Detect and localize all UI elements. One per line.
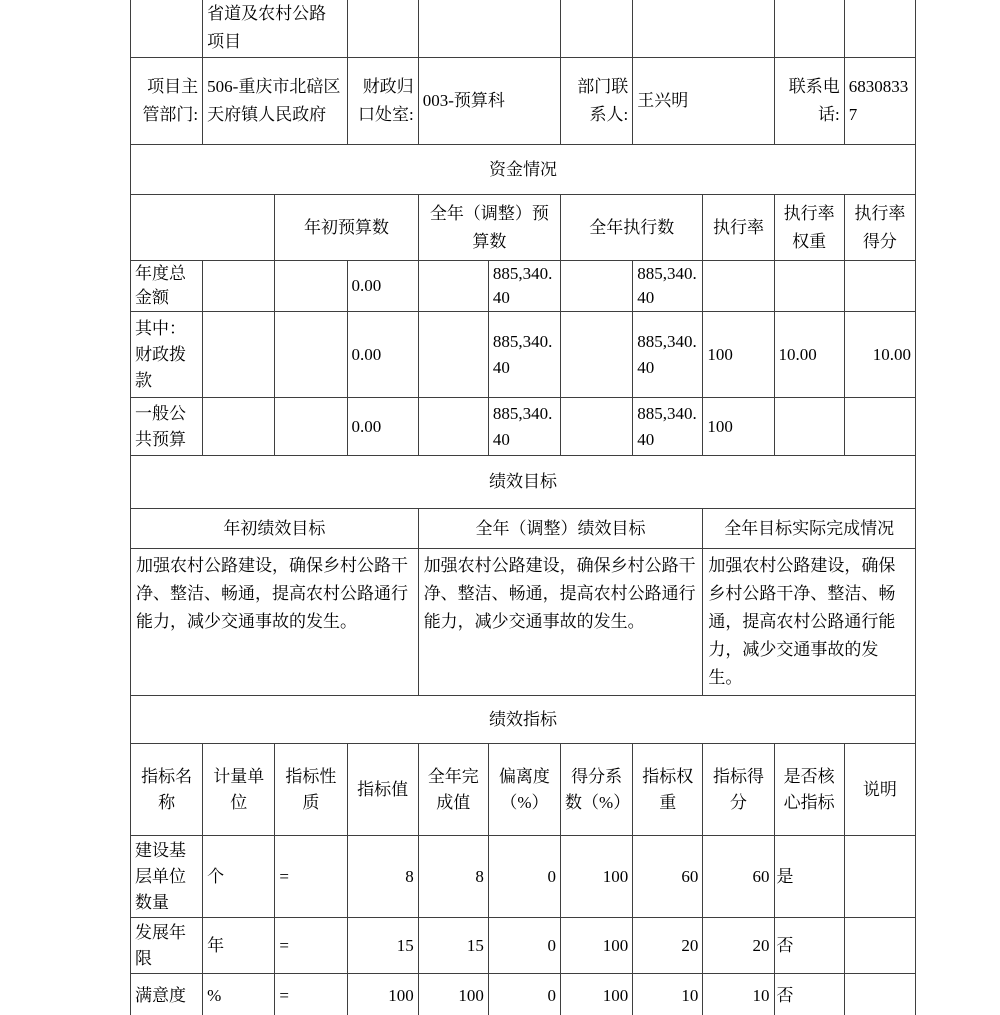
empty-cell	[844, 0, 915, 58]
phone-label: 联系电话:	[774, 58, 844, 145]
empty-cell	[561, 0, 633, 58]
empty-cell	[561, 261, 633, 312]
indicator-header-is-core: 是否核心指标	[774, 744, 844, 836]
indicator-nature: =	[275, 918, 347, 974]
empty-cell	[418, 398, 488, 456]
empty-cell	[203, 261, 275, 312]
indicator-name: 满意度	[131, 974, 203, 1015]
indicator-note	[844, 974, 915, 1015]
empty-cell	[561, 398, 633, 456]
funds-header-initial-budget: 年初预算数	[275, 195, 418, 261]
empty-cell	[131, 0, 203, 58]
funds-header-adjusted-budget: 全年（调整）预算数	[418, 195, 560, 261]
funds-initial-budget: 0.00	[347, 312, 418, 398]
performance-evaluation-table	[130, 0, 916, 1015]
indicator-deviation: 0	[488, 974, 560, 1015]
funds-executed: 885,340.40	[633, 398, 703, 456]
funds-executed: 885,340.40	[633, 312, 703, 398]
goal-actual-text: 加强农村公路建设，确保乡村公路干净、整洁、畅通，提高农村公路通行能力，减少交通事故的发生。	[703, 549, 916, 696]
contact-value: 王兴明	[633, 58, 774, 145]
empty-cell	[418, 261, 488, 312]
indicator-header-nature: 指标性质	[275, 744, 347, 836]
indicator-completed: 100	[418, 974, 488, 1015]
funds-header-blank	[131, 195, 275, 261]
funds-executed: 885,340.40	[633, 261, 703, 312]
indicator-header-score: 指标得分	[703, 744, 774, 836]
indicator-score: 60	[703, 836, 774, 918]
indicator-completed: 8	[418, 836, 488, 918]
goal-initial-text: 加强农村公路建设，确保乡村公路干净、整洁、畅通，提高农村公路通行能力，减少交通事故的发生。	[131, 549, 419, 696]
indicator-header-weight: 指标权重	[633, 744, 703, 836]
goal-adjusted-text: 加强农村公路建设，确保乡村公路干净、整洁、畅通，提高农村公路通行能力，减少交通事故的发生。	[418, 549, 703, 696]
goals-header-adjusted: 全年（调整）绩效目标	[418, 509, 703, 549]
office-label: 财政归口处室:	[347, 58, 418, 145]
indicator-is-core: 否	[774, 974, 844, 1015]
indicator-header-completed: 全年完成值	[418, 744, 488, 836]
empty-cell	[347, 0, 418, 58]
indicator-score-coeff: 100	[561, 836, 633, 918]
empty-cell	[203, 312, 275, 398]
funds-rate: 100	[703, 312, 774, 398]
funds-initial-budget: 0.00	[347, 398, 418, 456]
indicator-score: 10	[703, 974, 774, 1015]
funds-header-rate-score: 执行率得分	[844, 195, 915, 261]
indicator-is-core: 否	[774, 918, 844, 974]
indicator-is-core: 是	[774, 836, 844, 918]
funds-rate-score	[844, 261, 915, 312]
empty-cell	[275, 312, 347, 398]
indicator-header-unit: 计量单位	[203, 744, 275, 836]
funds-header-rate-weight: 执行率权重	[774, 195, 844, 261]
indicator-nature: =	[275, 836, 347, 918]
office-value: 003-预算科	[418, 58, 560, 145]
indicator-header-score-coeff: 得分系数（%）	[561, 744, 633, 836]
indicators-section-title: 绩效指标	[131, 696, 916, 744]
funds-adjusted-budget: 885,340.40	[488, 261, 560, 312]
contact-label: 部门联系人:	[561, 58, 633, 145]
indicator-note	[844, 918, 915, 974]
goals-header-actual: 全年目标实际完成情况	[703, 509, 916, 549]
indicator-score-coeff: 100	[561, 974, 633, 1015]
indicator-score-coeff: 100	[561, 918, 633, 974]
funds-row-label: 年度总金额	[131, 261, 203, 312]
empty-cell	[418, 0, 560, 58]
funds-rate-score: 10.00	[844, 312, 915, 398]
funds-adjusted-budget: 885,340.40	[488, 398, 560, 456]
indicator-note	[844, 836, 915, 918]
indicator-weight: 20	[633, 918, 703, 974]
empty-cell	[275, 261, 347, 312]
funds-rate	[703, 261, 774, 312]
empty-cell	[275, 398, 347, 456]
funds-initial-budget: 0.00	[347, 261, 418, 312]
empty-cell	[418, 312, 488, 398]
funds-rate: 100	[703, 398, 774, 456]
dept-label: 项目主管部门:	[131, 58, 203, 145]
indicator-nature: =	[275, 974, 347, 1015]
funds-section-title: 资金情况	[131, 145, 916, 195]
empty-cell	[203, 398, 275, 456]
funds-rate-weight	[774, 261, 844, 312]
indicator-deviation: 0	[488, 836, 560, 918]
indicator-weight: 10	[633, 974, 703, 1015]
indicator-name: 建设基层单位数量	[131, 836, 203, 918]
empty-cell	[633, 0, 774, 58]
funds-rate-weight	[774, 398, 844, 456]
funds-rate-score	[844, 398, 915, 456]
indicator-unit: 个	[203, 836, 275, 918]
funds-header-executed: 全年执行数	[561, 195, 703, 261]
funds-header-rate: 执行率	[703, 195, 774, 261]
indicator-header-note: 说明	[844, 744, 915, 836]
indicator-target: 100	[347, 974, 418, 1015]
indicator-name: 发展年限	[131, 918, 203, 974]
indicator-target: 15	[347, 918, 418, 974]
indicator-header-deviation: 偏离度（%）	[488, 744, 560, 836]
project-name-value: 省道及农村公路项目	[203, 0, 347, 58]
indicator-header-name: 指标名称	[131, 744, 203, 836]
empty-cell	[561, 312, 633, 398]
funds-row-label: 一般公共预算	[131, 398, 203, 456]
funds-rate-weight: 10.00	[774, 312, 844, 398]
goals-section-title: 绩效目标	[131, 456, 916, 509]
indicator-header-target: 指标值	[347, 744, 418, 836]
indicator-score: 20	[703, 918, 774, 974]
indicator-weight: 60	[633, 836, 703, 918]
phone-value: 68308337	[844, 58, 915, 145]
indicator-unit: 年	[203, 918, 275, 974]
goals-header-initial: 年初绩效目标	[131, 509, 419, 549]
funds-adjusted-budget: 885,340.40	[488, 312, 560, 398]
empty-cell	[774, 0, 844, 58]
funds-row-label: 其中：财政拨款	[131, 312, 203, 398]
indicator-target: 8	[347, 836, 418, 918]
indicator-unit: %	[203, 974, 275, 1015]
indicator-deviation: 0	[488, 918, 560, 974]
dept-value: 506-重庆市北碚区天府镇人民政府	[203, 58, 347, 145]
indicator-completed: 15	[418, 918, 488, 974]
